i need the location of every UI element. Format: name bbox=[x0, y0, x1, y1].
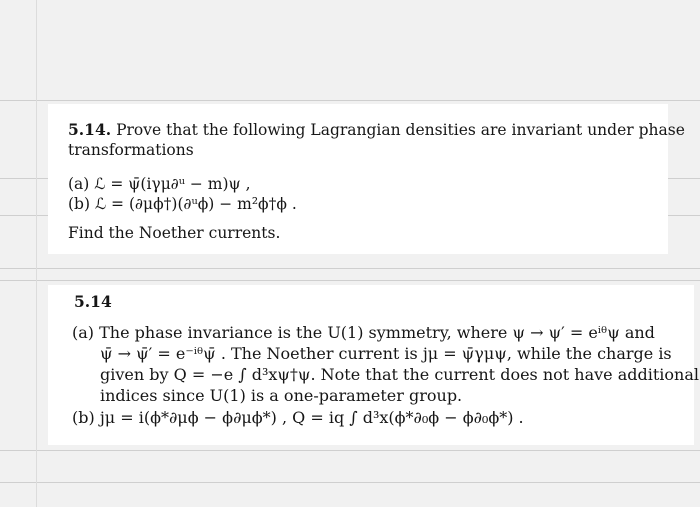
problem-number: 5.14. bbox=[68, 120, 112, 139]
problem-card bbox=[48, 104, 685, 254]
solution-part-a-line4: indices since U(1) is a one-parameter group. bbox=[100, 386, 463, 405]
background-rule bbox=[0, 268, 700, 269]
solution-part-a-line1: (a) The phase invariance is the U(1) symmetry, where ψ → ψ′ = eⁱᶿψ and bbox=[72, 323, 655, 342]
solution-part-a-line3: given by Q = −e ∫ d³xψ†ψ. Note that the current does not have additional bbox=[100, 365, 700, 384]
background-rule bbox=[0, 482, 700, 483]
problem-part-a: (a) ℒ = ψ̄(iγμ∂ᵘ − m)ψ , bbox=[68, 175, 251, 193]
solution-heading: 5.14 bbox=[74, 292, 112, 311]
background-rule bbox=[0, 280, 700, 281]
background-rule bbox=[0, 450, 700, 451]
problem-statement-line2: transformations bbox=[68, 141, 194, 159]
solution-part-b: (b) jμ = i(ϕ*∂μϕ − ϕ∂μϕ*) , Q = iq ∫ d³x(ϕ*∂₀ϕ − ϕ∂₀ϕ*) . bbox=[72, 408, 524, 427]
problem-part-b: (b) ℒ = (∂μϕ†)(∂ᵘϕ) − m²ϕ†ϕ . bbox=[68, 195, 297, 213]
problem-statement-line1: 5.14. Prove that the following Lagrangian densities are invariant under phase bbox=[68, 120, 685, 139]
background-rule bbox=[0, 100, 700, 101]
background-margin-line bbox=[36, 0, 37, 507]
solution-card bbox=[48, 285, 700, 445]
solution-part-a-line2: ψ̄ → ψ̄′ = e⁻ⁱᶿψ̄ . The Noether current is jμ = ψ̄γμψ, while the charge is bbox=[100, 344, 672, 363]
problem-task: Find the Noether currents. bbox=[68, 224, 281, 242]
